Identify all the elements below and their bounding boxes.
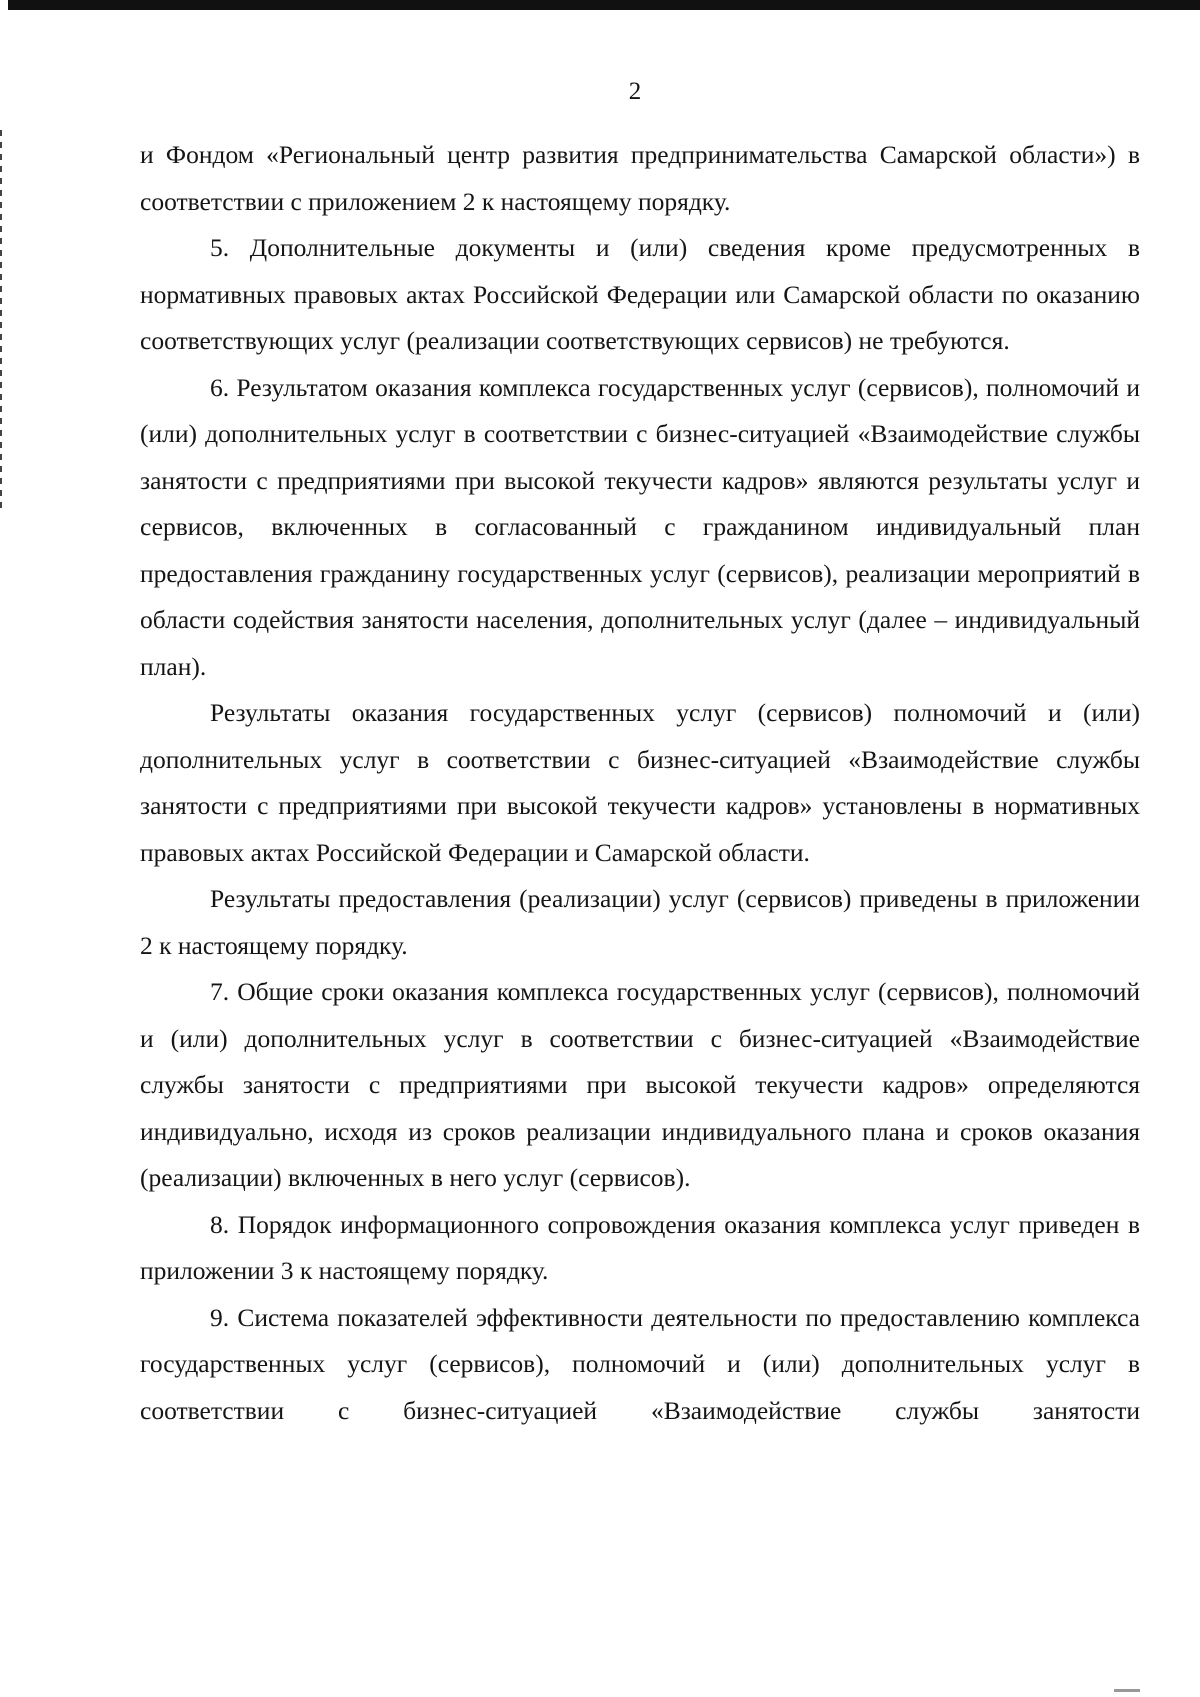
- paragraph-item-5: 5. Дополнительные документы и (или) сведения кроме предусмотренных в нормативных правовых актах Российской Федерации или Самарской области по оказанию соответствующих услуг (реализации соответствующих сервисов) не требуются.: [140, 233, 1140, 355]
- paragraph-results-appendix: Результаты предоставления (реализации) услуг (сервисов) приведены в приложении 2 к настоящему порядку.: [140, 884, 1140, 960]
- scan-top-border: [8, 0, 1200, 10]
- page-number: 2: [628, 78, 642, 105]
- scan-left-margin-mark: [0, 130, 2, 510]
- paragraph-results-regulation: Результаты оказания государственных услуг (сервисов) полномочий и (или) дополнительных услуг в соответствии с бизнес-ситуацией «Взаимодействие службы занятости с предприятиями при высокой текучести кадров» установлены в нормативных правовых актах Российской Федерации и Самарской области.: [140, 698, 1140, 867]
- paragraph-item-7: 7. Общие сроки оказания комплекса государственных услуг (сервисов), полномочий и (или) дополнительных услуг в соответствии с бизнес-ситуацией «Взаимодействие службы занятости с предприятиями при высокой текучести кадров» определяются индивидуально, исходя из сроков реализации индивидуального плана и сроков оказания (реализации) включенных в него услуг (сервисов).: [140, 977, 1140, 1192]
- scan-corner-mark: [1114, 1689, 1140, 1692]
- paragraph-continuation: и Фондом «Региональный центр развития предпринимательства Самарской области») в соответствии с приложением 2 к настоящему порядку.: [140, 140, 1140, 216]
- paragraph-item-8: 8. Порядок информационного сопровождения оказания комплекса услуг приведен в приложении 3 к настоящему порядку.: [140, 1209, 1140, 1285]
- paragraph-item-9: 9. Система показателей эффективности деятельности по предоставлению комплекса государственных услуг (сервисов), полномочий и (или) дополнительных услуг в соответствии с бизнес-ситуацией «Взаимодействие службы занятости: [140, 1302, 1140, 1425]
- document-body: [140, 132, 1140, 1434]
- paragraph-item-6: 6. Результатом оказания комплекса государственных услуг (сервисов), полномочий и (или) дополнительных услуг в соответствии с бизнес-ситуацией «Взаимодействие службы занятости с предприятиями при высокой текучести кадров» являются результаты услуг и сервисов, включенных в согласованный с гражданином индивидуальный план предоставления гражданину государственных услуг (сервисов), реализации мероприятий в области содействия занятости населения, дополнительных услуг (далее – индивидуальный план).: [140, 372, 1140, 681]
